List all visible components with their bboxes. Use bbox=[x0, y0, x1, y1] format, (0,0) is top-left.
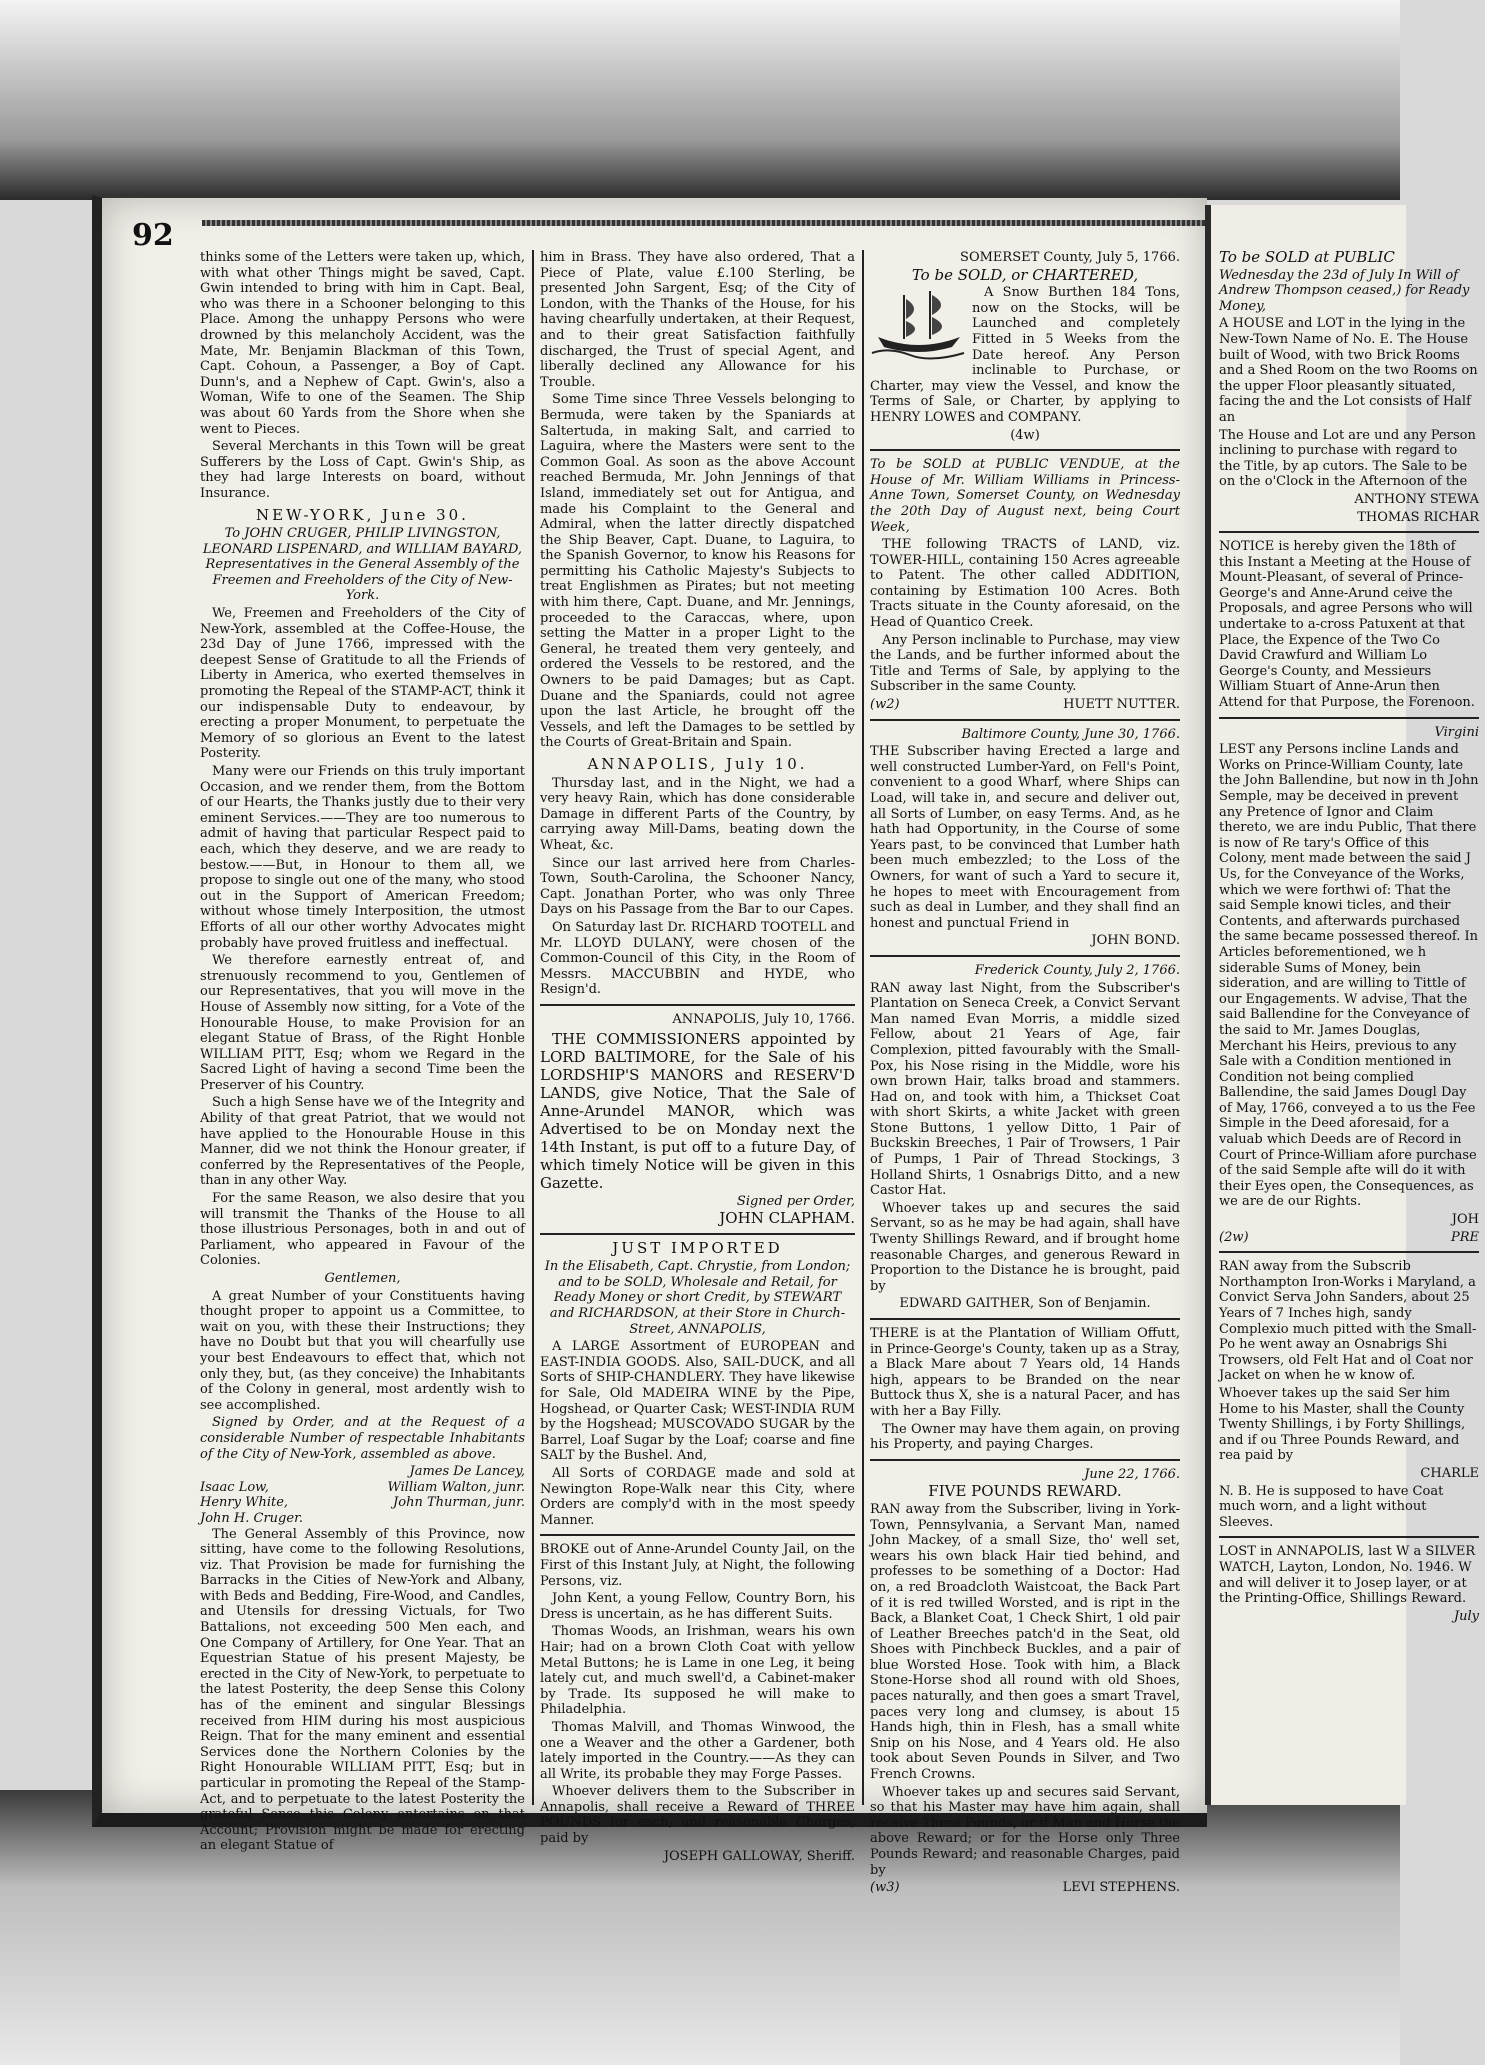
ad-title: FIVE POUNDS REWARD. bbox=[928, 1482, 1122, 1501]
ad-body: RAN away from the Subscriber, living in York-Town, Pennsylvania, a Servant Man, named John Mackey, of a small Size, tho' well set, wears his own black Hair tied behind, and professes to be something of a Doctor: Had on, a red Broadcloth Waistcoat, the Back Part of it is red twilled Worsted, and is ript in the Back, a Blanket Coat, 1 Check Shirt, 1 old pair of Leather Breeches patch'd in the Seat, old Shoes with Pinchbeck Buckles, and a pair of blue Worsted Hose. Took with him, a Black Stone-Horse shod all round with old Shoes, paces naturally, and then goes a smart Travel, paces very long and clumsey, is about 15 Hands high, thin in Flesh, has a small white Snip on his Nose, and 4 Years old. He also took about Seven Pounds in Silver, and Two French Crowns. bbox=[870, 1501, 1180, 1783]
ad-body: Whoever takes up the said Ser him Home to his Master, shall the County Twenty Shillings, i by Forty Shillings, and if ou Three Pounds Reward, and rea paid by bbox=[1219, 1385, 1466, 1464]
ad-body: John Kent, a young Fellow, Country Born, his Dress is uncertain, as he has different Suits. bbox=[540, 1591, 855, 1622]
signatory-row bbox=[200, 1464, 525, 1480]
ad-body: Whoever delivers them to the Subscriber in Annapolis, shall receive a Reward of THREE POUNDS for each, and reasonable Charges, paid by bbox=[540, 1784, 855, 1847]
signed-by-order: Signed by Order, and at the Request of a considerable Number of respectable Inhabitants of the City of New-York, assembled as above. bbox=[200, 1415, 525, 1462]
ad-date: June 22, 1766. bbox=[1084, 1466, 1180, 1482]
ad-signature: THOMAS RICHAR bbox=[1357, 509, 1479, 525]
ad-signature: HUETT NUTTER. bbox=[1063, 697, 1180, 713]
ad-body: THE COMMISSIONERS appointed by LORD BALTIMORE, for the Sale of his LORDSHIP'S MANORS and RESERV'D LANDS, give Notice, That the Sale of Anne-Arundel MANOR, which was Advertised to be on Monday next the 14th Instant, is put off to a future Day, of which timely Notice will be given in this Gazette. bbox=[540, 1029, 855, 1192]
column-4 bbox=[1211, 205, 1485, 1624]
ad-mark: (2w) bbox=[1219, 1229, 1249, 1245]
ad-body: Thomas Woods, an Irishman, wears his own Hair; had on a brown Cloth Coat with yellow Metal Buttons; he is Lame in one Leg, it being lately cut, and much swell'd, a Cabinet-maker by Trade. Its supposed he will make to Philadelphia. bbox=[540, 1624, 855, 1718]
ad-date: July bbox=[1453, 1608, 1479, 1624]
page-number: 92 bbox=[132, 218, 174, 253]
article-paragraph: We, Freemen and Freeholders of the City of New-York, assembled at the Coffee-House, the 23d Day of June 1766, impressed with the deepest Sense of Gratitude to all the Friends of Liberty in America, who exerted themselves in promoting the Repeal of the STAMP-ACT, think it our indispensable Duty to endeavour, by erecting a proper Monument, to perpetuate the Memory of so glorious an Event to the latest Posterity. bbox=[200, 606, 525, 762]
ad-body: LOST in ANNAPOLIS, last W a SILVER WATCH, Layton, London, No. 1946. W and will deliver it to Josep layer, or at the Printing-Office, Shillings Reward. bbox=[1219, 1544, 1476, 1607]
article-paragraph: Several Merchants in this Town will be great Sufferers by the Loss of Capt. Gwin's Ship, as they had large Interests on board, without Insurance. bbox=[200, 439, 525, 501]
ad-separator bbox=[870, 1318, 1180, 1320]
ad-signature: JOSEPH GALLOWAY, Sheriff. bbox=[663, 1848, 855, 1864]
article-paragraph: Many were our Friends on this truly important Occasion, and we render them, from the Bottom of our Hearts, the Thanks justly due to their very eminent Services.——They are too numerous to admit of having that particular Respect paid to each, which they deserve, and we are ready to bestow.——But, in Honour to them all, we propose to single out one of the many, who stood out in the Support of American Freedom; without whose timely Interposition, the utmost Efforts of all our other worthy Advocates might probably have proved fruitless and ineffectual. bbox=[200, 764, 525, 951]
ad-body: RAN away from the Subscrib Northampton Iron-Works i Maryland, a Convict Serva John Sanders, about 25 Years of 7 Inches high, sandy Complexio much pitted with the Small-Po he went away an Osnabrigs Shi Trowsers, old Felt Hat and ol Coat nor Jacket on when he w know of. bbox=[1219, 1259, 1477, 1384]
dateline: NEW-YORK, June 30. bbox=[256, 505, 469, 524]
salutation: Gentlemen, bbox=[324, 1271, 401, 1286]
signatory-right: James De Lancey, bbox=[409, 1464, 525, 1480]
ornamental-rule bbox=[202, 220, 1207, 226]
ad-mark: (w3) bbox=[870, 1880, 900, 1896]
ad-signed: Signed per Order, bbox=[736, 1193, 855, 1209]
article-paragraph: thinks some of the Letters were taken up, which, with what other Things might be saved, Capt. Gwin intended to bring with him in Capt. Beal, who was there in a Schooner belonging to this Place. Among the unhappy Persons who were drowned by this melancholy Accident, was the Mate, Mr. Benjamin Blackman of this Town, Capt. Cohoun, a Passenger, a Boy of Capt. Dunn's, and a Nephew of Capt. Gwin's, also a Woman, Wife to one of the Seamen. The Ship was about 60 Yards from the Shore when she went to Pieces. bbox=[200, 250, 525, 437]
ad-signature: PRE bbox=[1450, 1229, 1479, 1245]
ad-separator bbox=[870, 955, 1180, 957]
article-paragraph: A great Number of your Constituents having thought proper to appoint us a Committee, to wait on you, with these their Instructions; they have no Doubt but that you will chearfully use your best Endeavours to effect that, which not only they, but, (as they conceive) the Inhabitants of the Colony in general, most ardently wish to see accomplished. bbox=[200, 1288, 525, 1413]
ad-body: All Sorts of CORDAGE made and sold at Newington Rope-Walk near this City, where Orders are comply'd with in the most speedy Manner. bbox=[540, 1466, 855, 1528]
signatory-row bbox=[200, 1495, 525, 1511]
ad-signature: JOHN CLAPHAM. bbox=[719, 1209, 855, 1228]
ad-body: A Snow Burthen 184 Tons, now on the Stocks, will be Launched and completely Fitted in 5 Weeks from the Date hereof. Any Person inclinable to Purchase, or Charter, may view the Vessel, and know the Terms of Sale, or Charter, by applying to HENRY LOWES and COMPANY. bbox=[870, 285, 1180, 425]
article-paragraph: On Saturday last Dr. RICHARD TOOTELL and Mr. LLOYD DULANY, were chosen of the Common-Council of this City, in the Room of Messrs. MACCUBBIN and HYDE, who Resign'd. bbox=[540, 919, 855, 998]
ad-mark: (4w) bbox=[1010, 427, 1040, 443]
article-paragraph: The General Assembly of this Province, now sitting, have come to the following Resolutions, viz. That Provision be made for furnishing the Barracks in the Cities of New-York and Albany, with Beds and Bedding, Fire-Wood, and Candles, and Utensils for dressing Victuals, for Two Battalions, not exceeding 500 Men each, and One Company of Artillery, for One Year. That an Equestrian Statue of his present Majesty, be erected in the City of New-York, to perpetuate to the latest Posterity, the deep Sense this Colony has of the eminent and singular Blessings received from HIM during his most auspicious Reign. That for the many eminent and essential Services done the Northern Colonies by the Right Honourable WILLIAM PITT, Esq; but in particular in promoting the Repeal of the Stamp-Act, and to perpetuate to the latest Posterity the grateful Sense this Colony entertains on that Account; Provision might be made for erecting an elegant Statue of bbox=[200, 1526, 525, 1854]
ad-signature: EDWARD GAITHER, Son of Benjamin. bbox=[899, 1296, 1151, 1312]
ad-separator bbox=[870, 1459, 1180, 1461]
signatory-row bbox=[200, 1511, 525, 1527]
article-paragraph: Such a high Sense have we of the Integrity and Ability of that great Patriot, that we would not have applied to the Honourable House in this Manner, did we not think the Honour greater, if conferred by the Representatives of the People, than in any other Way. bbox=[200, 1095, 525, 1189]
ad-body: THE following TRACTS of LAND, viz. TOWER-HILL, containing 150 Acres agreeable to Patent. The other called ADDITION, containing by Estimation 100 Acres. Both Tracts situate in the County aforesaid, on the Head of Quantico Creek. bbox=[870, 537, 1180, 631]
ad-title: To be SOLD at PUBLIC bbox=[1219, 248, 1395, 266]
ad-subheading: Wednesday the 23d of July In Will of Andrew Thompson ceased,) for Ready Money, bbox=[1219, 267, 1470, 314]
dateline: ANNAPOLIS, July 10. bbox=[587, 755, 808, 773]
scan-background-top bbox=[0, 0, 1400, 200]
ad-body: Whoever takes up and secures said Servant, so that his Master may have him again, shall receive Three Pounds, or if Man and Horse the above Reward; or for the Horse only Three Pounds Reward; and reasonable Charges, paid by bbox=[870, 1784, 1180, 1878]
address-heading: To JOHN CRUGER, PHILIP LIVINGSTON, LEONARD LISPENARD, and WILLIAM BAYARD, Representatives in the General Assembly of the Freemen and Freeholders of the City of New-York. bbox=[202, 526, 523, 604]
ad-signature: JOHN BOND. bbox=[1091, 933, 1180, 949]
ad-mark: (w2) bbox=[870, 697, 900, 713]
ad-heading: JUST IMPORTED bbox=[612, 1238, 783, 1257]
article-paragraph: For the same Reason, we also desire that you will transmit the Thanks of the House to all those illustrious Personages, both in and out of Parliament, who appeared in Favour of the Colonies. bbox=[200, 1191, 525, 1269]
ad-separator bbox=[870, 449, 1180, 451]
ad-separator bbox=[1219, 531, 1479, 533]
ad-body: A HOUSE and LOT in the lying in the New-Town Name of No. E. The House built of Wood, with two Brick Rooms and a Shed Room on the two Rooms on the upper Floor pleasantly situated, facing the and the Lot consists of Half an bbox=[1219, 316, 1478, 425]
ad-title: To be SOLD at PUBLIC VENDUE, at the House of Mr. William Williams in Princess-Anne Town, Somerset County, on Wednesday the 20th Day of August next, being Court Week, bbox=[870, 457, 1180, 535]
ad-signature-row bbox=[870, 1880, 1180, 1896]
ad-separator bbox=[870, 719, 1180, 721]
column-3 bbox=[870, 250, 1180, 1896]
ad-date: ANNAPOLIS, July 10, 1766. bbox=[672, 1011, 855, 1027]
article-paragraph: Some Time since Three Vessels belonging to Bermuda, were taken by the Spaniards at Saltertuda, in making Salt, and carried to Laguira, where the Masters were sent to the Common Goal. As soon as the above Account reached Bermuda, Mr. John Jennings of that Island, immediately set out for Antigua, and made his Complaint to the General and Admiral, when the latter directly dispatched the Ship Beaver, Capt. Duane, to Laguira, to the Spanish Governor, to know his Reasons for permitting his Catholic Majesty's Subjects to treat Englishmen as Pirates; but not meeting with him there, Capt. Duane, and Mr. Jennings, proceeded to the Caraccas, where, upon setting the Matter in a proper Light to the General, he treated them very genteely, and ordered the Vessels to be restored, and the Owners to be paid Damages; but as Capt. Duane and the Spaniards, could not agree upon the last Article, he brought off the Vessels, and left the Damages to be settled by the Courts of Great-Britain and Spain. bbox=[540, 392, 855, 751]
ad-signature-row bbox=[1219, 1230, 1479, 1246]
ad-separator bbox=[1219, 717, 1479, 719]
ad-title: To be SOLD, or CHARTERED, bbox=[911, 265, 1139, 284]
ad-signature: LEVI STEPHENS. bbox=[1062, 1880, 1180, 1896]
ad-separator bbox=[540, 1534, 855, 1536]
signatory-right: John Thurman, junr. bbox=[393, 1495, 525, 1511]
ad-heading: Virgini bbox=[1434, 724, 1479, 740]
column-divider bbox=[862, 250, 864, 1805]
ad-body: Whoever takes up and secures the said Servant, so as he may be had again, shall have Twenty Shillings Reward, and if brought home reasonable Charges, and generous Reward in Proportion to the Distance he is brought, paid by bbox=[870, 1200, 1180, 1294]
newspaper-page bbox=[92, 195, 1207, 1896]
signatory-right: William Walton, junr. bbox=[387, 1479, 525, 1495]
ad-signature-row bbox=[870, 697, 1180, 713]
ad-body: The Owner may have them again, on proving his Property, and paying Charges. bbox=[870, 1421, 1180, 1453]
ship-woodcut-icon bbox=[870, 287, 966, 363]
ad-body: BROKE out of Anne-Arundel County Jail, on the First of this Instant July, at Night, the following Persons, viz. bbox=[540, 1542, 855, 1589]
ad-body: Thomas Malvill, and Thomas Winwood, the one a Weaver and the other a Gardener, both lately imported in the Country.——As they can all Write, its probable they may Forge Passes. bbox=[540, 1719, 855, 1782]
ad-date: Frederick County, July 2, 1766. bbox=[974, 962, 1180, 978]
ad-body: THE Subscriber having Erected a large and well constructed Lumber-Yard, on Fell's Point, convenient to a good Wharf, where Ships can Load, will take in, and secure and deliver out, all Sorts of Lumber, on easy Terms. And, as he hath had Opportunity, in the Course of some Years past, to be convinced that Lumber hath been much embezzled; to the Loss of the Owners, for want of such a Yard to secure it, he hopes to meet with Encouragement from such as deal in Lumber, and they shall find an honest and punctual Friend in bbox=[870, 744, 1180, 931]
ad-date: Baltimore County, June 30, 1766. bbox=[961, 726, 1180, 742]
article-paragraph: Since our last arrived here from Charles-Town, South-Carolina, the Schooner Nancy, Capt. Jonathan Porter, who was only Three Days on his Passage from the Bar to our Capes. bbox=[540, 855, 855, 918]
ad-signature: JOH bbox=[1451, 1212, 1479, 1228]
ad-body: THERE is at the Plantation of William Offutt, in Prince-George's County, taken up as a Stray, a Black Mare about 7 Years old, 14 Hands high, appears to be Branded on the near Buttock thus X, she is a natural Pacer, and has with her a Bay Filly. bbox=[870, 1326, 1180, 1419]
ad-note: N. B. He is supposed to have Coat much worn, and a light without Sleeves. bbox=[1219, 1483, 1444, 1530]
signatory-row bbox=[200, 1480, 525, 1496]
ad-body: The House and Lot are und any Person inclining to purchase with regard to the Title, by ap cutors. The Sale to be on the o'Clock in the Afternoon of the bbox=[1219, 427, 1476, 490]
article-paragraph: him in Brass. They have also ordered, That a Piece of Plate, value £.100 Sterling, be presented John Sargent, Esq; of the City of London, with the Thanks of the House, for his having chearfully undertaken, at their Request, and to their great Satisfaction faithfully discharged, the Trust of special Agent, and liberally declined any Allowance for his Trouble. bbox=[540, 250, 855, 390]
ad-signature: CHARLE bbox=[1420, 1465, 1479, 1481]
signatory-left: John H. Cruger. bbox=[200, 1510, 303, 1526]
ad-separator bbox=[540, 1004, 855, 1006]
ad-separator bbox=[1219, 1536, 1479, 1538]
signatory-left: Henry White, bbox=[200, 1495, 289, 1511]
signatory-left: Isaac Low, bbox=[200, 1479, 269, 1495]
column-1 bbox=[200, 250, 525, 1854]
ad-separator bbox=[1219, 1251, 1479, 1253]
ad-body: RAN away last Night, from the Subscriber's Plantation on Seneca Creek, a Convict Servant Man named Evan Morris, a middle sized Fellow, about 21 Years of Age, fair Complexion, pitted favourably with the Small-Pox, his Nose rising in the Middle, wore his own brown Hair, talks broad and stammers. Had on, and took with him, a Thickset Coat with short Skirts, a white Jacket with green Stone Buttons, 1 yellow Ditto, 1 Pair of Buckskin Breeches, 1 Pair of Trowsers, 1 Pair of Pumps, 1 Pair of Thread Stockings, 3 Holland Shirts, 1 Osnabrigs Ditto, and a new Castor Hat. bbox=[870, 980, 1180, 1199]
ad-signature: ANTHONY STEWA bbox=[1354, 491, 1479, 507]
ad-body: A LARGE Assortment of EUROPEAN and EAST-INDIA GOODS. Also, SAIL-DUCK, and all Sorts of SHIP-CHANDLERY. They have likewise for Sale, Old MADEIRA WINE by the Pipe, Hogshead, or Quarter Cask; WEST-INDIA RUM by the Hogshead; MUSCOVADO SUGAR by the Barrel, Loaf Sugar by the Loaf; coarse and fine SALT by the Bushel. And, bbox=[540, 1339, 855, 1464]
ad-body: NOTICE is hereby given the 18th of this Instant a Meeting at the House of Mount-Pleasant, of several of Prince-George's and Anne-Arund ceive the Proposals, and agree Persons who will undertake to a-cross Patuxent at that Place, the Expence of the Two Co David Crawfurd and William Lo George's County, and Messieurs William Stuart of Anne-Arun then Attend for that Purpose, the Forenoon. bbox=[1219, 539, 1475, 711]
ad-body: Any Person inclinable to Purchase, may view the Lands, and be further informed about the Title and Terms of Sale, by applying to the Subscriber in the same County. bbox=[870, 632, 1180, 695]
column-2 bbox=[540, 250, 855, 1864]
article-paragraph: Thursday last, and in the Night, we had a very heavy Rain, which has done considerable Damage in different Parts of the Country, by carrying away Mill-Dams, beating down the Wheat, &c. bbox=[540, 775, 855, 853]
adjacent-page-cropped bbox=[1205, 205, 1479, 1805]
ad-body: LEST any Persons incline Lands and Works on Prince-William County, late the John Ballendine, but now in th John Semple, may be deceived in prevent any Pretence of Ignor and Claim thereto, we are indu Public, That there is now of Re tary's Office of this Colony, ment made between the said J Us, for the Conveyance of the Works, which we were forthwi of: That the said Semple knowi ticles, and their Contents, and afterwards purchased the same became possessed thereof. In Articles beforementioned, we h siderable Sums of Money, bein sideration, and are willing to Tittle of our Engagements. W advise, That the said Ballendine for the Conveyance of the said to Mr. James Douglas, Merchant his Heirs, previous to any Sale with a Condition mentioned in Condition not being complied Ballendine, the said James Dougl Day of May, 1766, conveyed a to us the Fee Simple in the Deed aforesaid, for a valuab which Deeds are of Record in Court of Prince-William afore purchase of the said Semple afte will do it with their Eyes open, the Consequences, as we are de our Rights. bbox=[1219, 742, 1479, 1210]
ad-separator bbox=[540, 1233, 855, 1235]
article-paragraph: We therefore earnestly entreat of, and strenuously recommend to you, Gentlemen of our Representatives, that you will move in the House of Assembly now sitting, for a Vote of the Honourable House, to make Provision for an elegant Statue of Brass, of the Right Honble WILLIAM PITT, Esq; whom we Regard in the Sacred Light of having a second Time been the Preserver of his Country. bbox=[200, 953, 525, 1093]
column-divider bbox=[532, 250, 534, 1805]
ad-subheading: In the Elisabeth, Capt. Chrystie, from London; and to be SOLD, Wholesale and Retail, for Ready Money or short Credit, by STEWART and RICHARDSON, at their Store in Church-Street, ANNAPOLIS, bbox=[544, 1259, 851, 1337]
ad-date: SOMERSET County, July 5, 1766. bbox=[960, 250, 1180, 265]
